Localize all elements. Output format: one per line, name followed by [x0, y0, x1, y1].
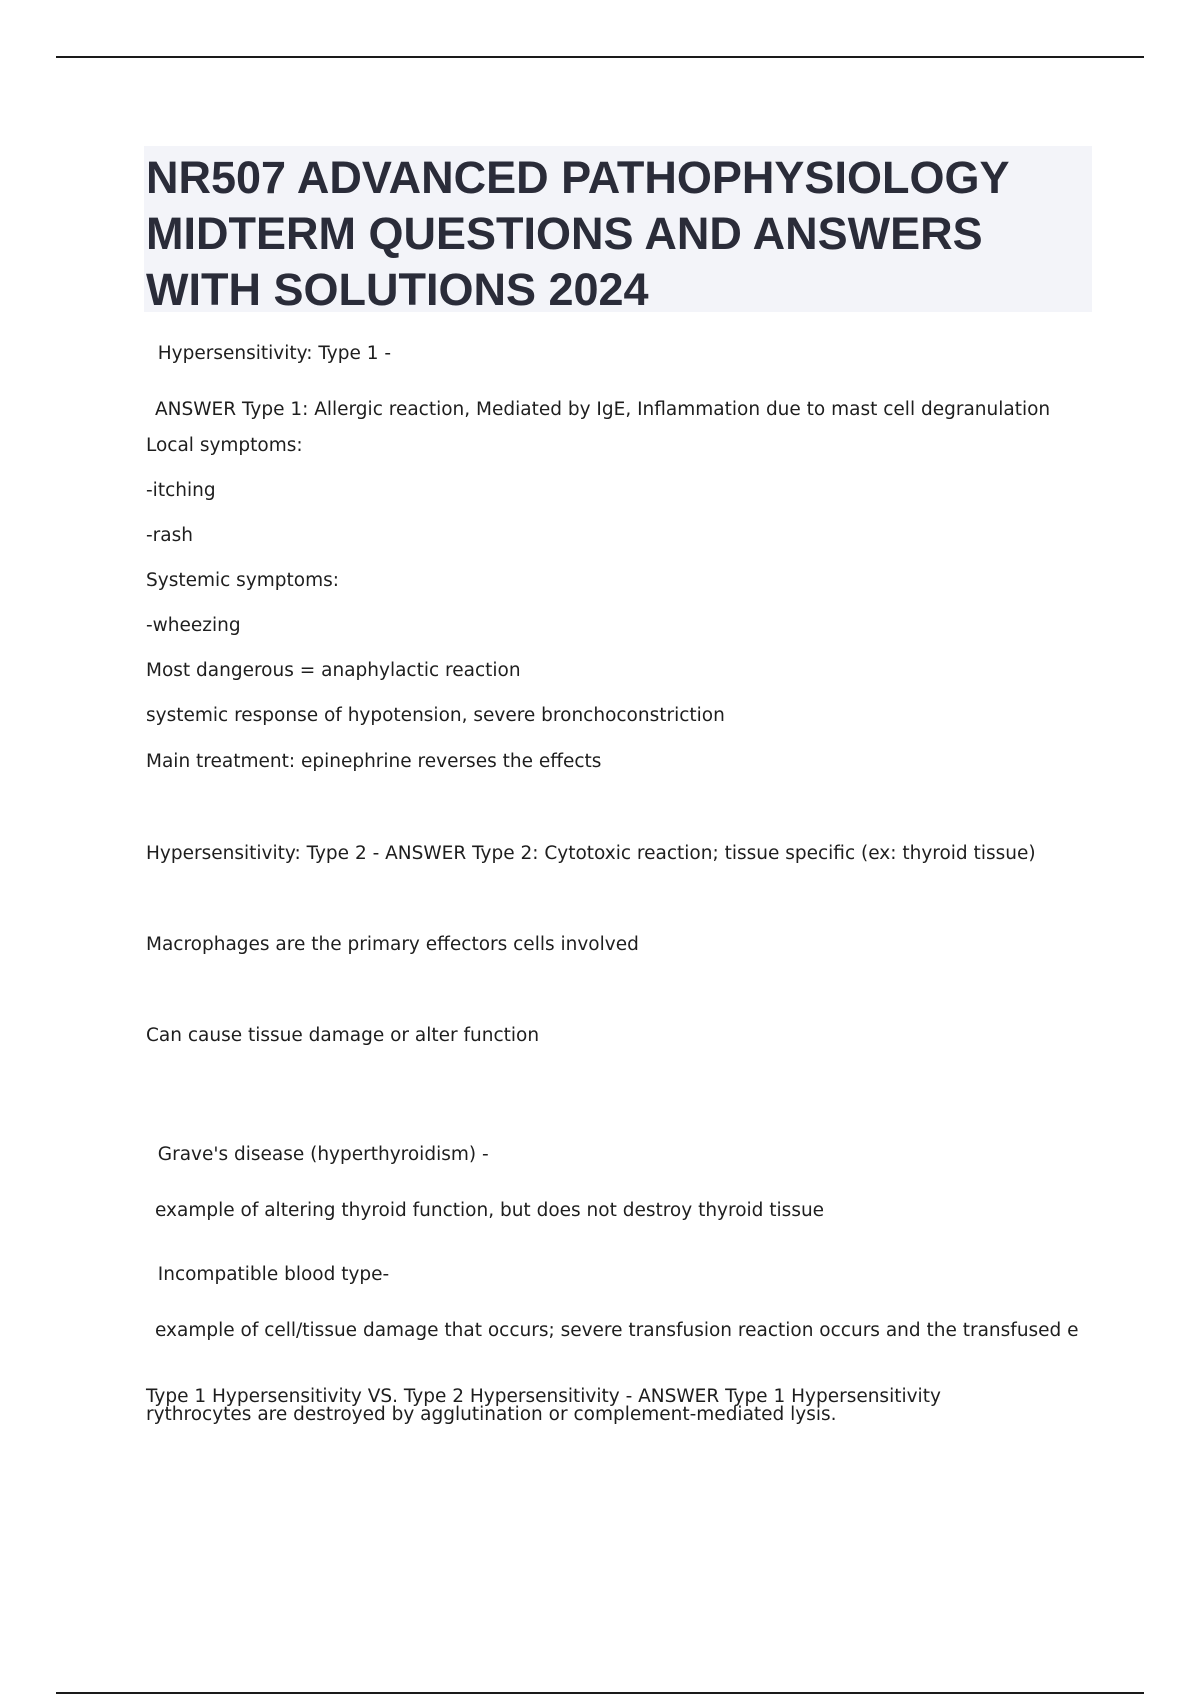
- most-dangerous-line: Most dangerous = anaphylactic reaction: [146, 660, 521, 681]
- blood-type-answer-line2: rythrocytes are destroyed by agglutination or complement-mediated lysis.: [146, 1404, 837, 1425]
- systemic-symptoms-heading: Systemic symptoms:: [146, 570, 339, 591]
- q1-block: [146, 312, 1096, 452]
- blood-type-question: Incompatible blood type-: [157, 1264, 390, 1285]
- q1-answer: ANSWER Type 1: Allergic reaction, Mediated by IgE, Inflammation due to mast cell degranulation: [155, 399, 1051, 420]
- footer-rule: [56, 1692, 1144, 1694]
- tissue-damage-line: Can cause tissue damage or alter function: [146, 1025, 540, 1046]
- symptom-rash: -rash: [146, 525, 193, 546]
- blood-type-answer-line1: example of cell/tissue damage that occurs; severe transfusion reaction occurs and the transfused e: [155, 1320, 1079, 1341]
- local-symptoms-heading: Local symptoms:: [146, 435, 303, 456]
- q2-line: Hypersensitivity: Type 2 - ANSWER Type 2: Cytotoxic reaction; tissue specific (ex: thyroid tissue): [146, 843, 1036, 864]
- document-title: NR507 ADVANCED PATHOPHYSIOLOGY MIDTERM QUESTIONS AND ANSWERS WITH SOLUTIONS 2024: [146, 152, 1009, 315]
- graves-answer: example of altering thyroid function, but does not destroy thyroid tissue: [155, 1200, 825, 1221]
- macrophages-line: Macrophages are the primary effectors cells involved: [146, 934, 639, 955]
- blood-type-block: [146, 1233, 1096, 1457]
- header-rule: [56, 56, 1144, 58]
- graves-block: [146, 1113, 1096, 1253]
- main-treatment-line: Main treatment: epinephrine reverses the effects: [146, 751, 602, 772]
- systemic-response-line: systemic response of hypotension, severe bronchoconstriction: [146, 705, 725, 726]
- compare-question-line: Type 1 Hypersensitivity VS. Type 2 Hypersensitivity - ANSWER Type 1 Hypersensitivity: [146, 1386, 941, 1407]
- symptom-wheezing: -wheezing: [146, 615, 241, 636]
- graves-question: Grave's disease (hyperthyroidism) -: [157, 1144, 489, 1165]
- q1-question: Hypersensitivity: Type 1 -: [157, 343, 392, 364]
- symptom-itching: -itching: [146, 480, 216, 501]
